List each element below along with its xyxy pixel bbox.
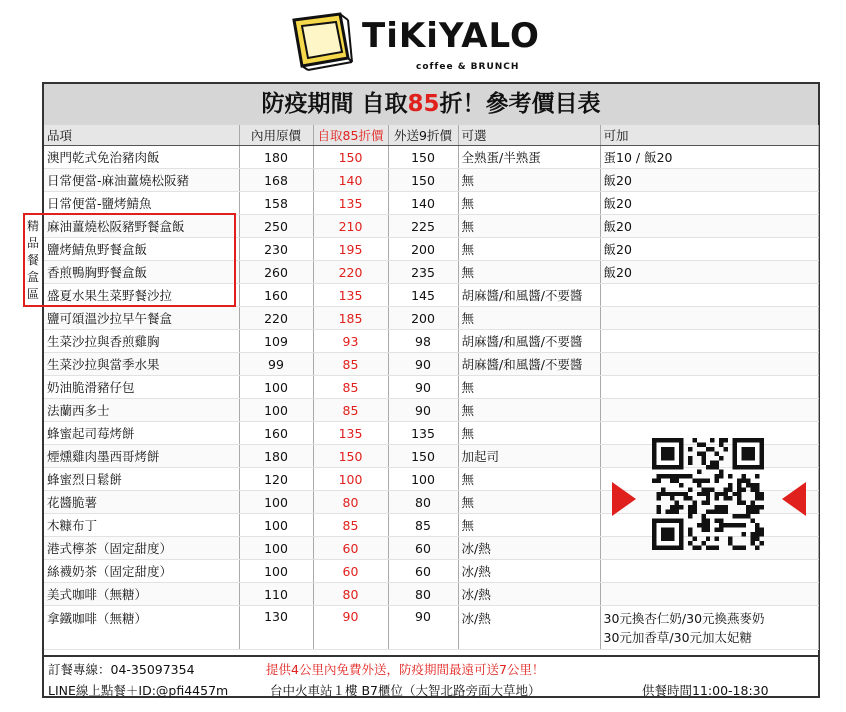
item-addon	[600, 307, 818, 330]
dine-in-price: 100	[239, 560, 313, 583]
dine-in-price: 168	[239, 169, 313, 192]
item-name: 美式咖啡（無糖）	[44, 583, 239, 606]
dine-in-price: 100	[239, 376, 313, 399]
header-pickup: 自取85折價	[313, 125, 388, 146]
pickup-price: 220	[313, 261, 388, 284]
pickup-price: 150	[313, 146, 388, 169]
item-addon	[600, 353, 818, 376]
side-label-char: 精	[26, 219, 39, 233]
side-label-char: 品	[26, 236, 39, 250]
side-label-char: 盒	[26, 270, 39, 284]
price-list-title	[44, 84, 818, 126]
item-addon: 飯20	[600, 238, 818, 261]
table-row	[44, 307, 818, 330]
header-delivery: 外送9折價	[388, 125, 458, 146]
delivery-price: 80	[388, 583, 458, 606]
delivery-price: 60	[388, 560, 458, 583]
brand-subtitle: coffee & BRUNCH	[416, 62, 520, 72]
dine-in-price: 120	[239, 468, 313, 491]
item-options: 胡麻醬/和風醬/不要醬	[458, 330, 600, 353]
item-name: 生菜沙拉與當季水果	[44, 353, 239, 376]
pickup-price: 85	[313, 399, 388, 422]
item-name: 蜂蜜烈日鬆餅	[44, 468, 239, 491]
box-logo-icon	[288, 12, 354, 72]
dine-in-price: 260	[239, 261, 313, 284]
pickup-price: 93	[313, 330, 388, 353]
item-name: 澳門乾式免治豬肉飯	[44, 146, 239, 169]
item-addon	[600, 376, 818, 399]
item-options: 胡麻醬/和風醬/不要醬	[458, 353, 600, 376]
delivery-price: 150	[388, 445, 458, 468]
item-options: 全熟蛋/半熟蛋	[458, 146, 600, 169]
side-label-char: 餐	[26, 253, 39, 267]
item-name: 木糠布丁	[44, 514, 239, 537]
dine-in-price: 160	[239, 284, 313, 307]
item-addon: 飯20	[600, 261, 818, 284]
dine-in-price: 180	[239, 146, 313, 169]
item-options: 無	[458, 422, 600, 445]
item-addon: 飯20	[600, 169, 818, 192]
item-name: 煙燻雞肉墨西哥烤餅	[44, 445, 239, 468]
item-options: 冰/熱	[458, 560, 600, 583]
item-name: 絲襪奶茶（固定甜度）	[44, 560, 239, 583]
item-options: 冰/熱	[458, 583, 600, 606]
item-options: 無	[458, 491, 600, 514]
latte-extra-option: 30元換杏仁奶/30元換燕麥奶	[603, 611, 765, 626]
delivery-price: 200	[388, 238, 458, 261]
item-name: 香煎鴨胸野餐盒飯	[44, 261, 239, 284]
item-name: 蜂蜜起司莓烤餅	[44, 422, 239, 445]
item-options: 冰/熱	[458, 537, 600, 560]
item-addon: 飯20	[600, 215, 818, 238]
dine-in-price: 180	[239, 445, 313, 468]
item-name: 法蘭西多士	[44, 399, 239, 422]
delivery-price: 200	[388, 307, 458, 330]
footer-phone: 訂餐專線：04-35097354	[48, 662, 195, 677]
delivery-price: 85	[388, 514, 458, 537]
item-options: 無	[458, 514, 600, 537]
table-row	[44, 376, 818, 399]
pickup-price: 80	[313, 583, 388, 606]
dine-in-price: 110	[239, 583, 313, 606]
delivery-price: 150	[388, 169, 458, 192]
header-dine-in: 內用原價	[239, 125, 313, 146]
dine-in-price: 100	[239, 491, 313, 514]
pickup-price: 210	[313, 215, 388, 238]
item-options: 加起司	[458, 445, 600, 468]
delivery-price: 90	[388, 376, 458, 399]
item-options: 無	[458, 192, 600, 215]
item-name: 奶油脆滑豬仔包	[44, 376, 239, 399]
item-name: 麻油薑燒松阪豬野餐盒飯	[44, 215, 239, 238]
price-table	[44, 125, 819, 650]
footer-address: 台中火車站１樓 B7櫃位（大智北路旁面大草地）	[270, 683, 541, 698]
delivery-price: 80	[388, 491, 458, 514]
item-options: 無	[458, 307, 600, 330]
delivery-price: 90	[388, 353, 458, 376]
pickup-price: 60	[313, 537, 388, 560]
pickup-price: 85	[313, 353, 388, 376]
pickup-price: 195	[313, 238, 388, 261]
premium-box-highlight	[23, 213, 236, 307]
item-name: 盛夏水果生菜野餐沙拉	[44, 284, 239, 307]
item-options: 無	[458, 399, 600, 422]
footer-line-id: LINE線上點餐＋ID:@pfi4457m	[48, 683, 229, 698]
item-options: 無	[458, 261, 600, 284]
pickup-price: 85	[313, 514, 388, 537]
header-options: 可選	[458, 125, 600, 146]
delivery-price: 235	[388, 261, 458, 284]
table-row	[44, 192, 818, 215]
item-name: 日常便當-麻油薑燒松阪豬	[44, 169, 239, 192]
item-addon	[600, 284, 818, 307]
item-options: 胡麻醬/和風醬/不要醬	[458, 284, 600, 307]
dine-in-price: 220	[239, 307, 313, 330]
dine-in-price: 160	[239, 422, 313, 445]
dine-in-price: 100	[239, 399, 313, 422]
dine-in-price: 130	[239, 606, 313, 650]
item-name: 港式檸茶（固定甜度）	[44, 537, 239, 560]
footer-delivery-promo: 提供4公里內免費外送，防疫期間最遠可送7公里！	[266, 662, 545, 677]
item-addon	[600, 560, 818, 583]
table-row	[44, 560, 818, 583]
delivery-price: 90	[388, 399, 458, 422]
item-options: 無	[458, 169, 600, 192]
dine-in-price: 99	[239, 353, 313, 376]
delivery-price: 225	[388, 215, 458, 238]
pickup-price: 90	[313, 606, 388, 650]
line-qr-code[interactable]	[652, 438, 764, 550]
arrow-right-icon	[612, 482, 636, 516]
premium-box-label	[24, 218, 42, 303]
item-addon: 飯20	[600, 192, 818, 215]
dine-in-price: 100	[239, 514, 313, 537]
table-header-row	[44, 125, 818, 146]
table-row	[44, 330, 818, 353]
price-list-frame	[42, 82, 820, 698]
item-name: 鹽烤鯖魚野餐盒飯	[44, 238, 239, 261]
brand-logo	[288, 12, 540, 74]
footer	[44, 655, 818, 700]
table-row	[44, 146, 818, 169]
dine-in-price: 109	[239, 330, 313, 353]
footer-hours: 供餐時間11:00-18:30	[642, 683, 769, 698]
pickup-price: 100	[313, 468, 388, 491]
pickup-price: 135	[313, 192, 388, 215]
item-name: 日常便當-鹽烤鯖魚	[44, 192, 239, 215]
delivery-price: 90	[388, 606, 458, 650]
header-item: 品項	[44, 125, 239, 146]
pickup-price: 135	[313, 284, 388, 307]
item-addon	[600, 583, 818, 606]
item-addon	[600, 330, 818, 353]
dine-in-price: 158	[239, 192, 313, 215]
latte-extras	[600, 606, 818, 650]
brand-name: TiKiYALO	[362, 16, 540, 56]
title-discount: 85	[407, 91, 440, 117]
pickup-price: 85	[313, 376, 388, 399]
item-options: 無	[458, 215, 600, 238]
item-name: 鹽可頌溫沙拉早午餐盒	[44, 307, 239, 330]
delivery-price: 150	[388, 146, 458, 169]
dine-in-price: 230	[239, 238, 313, 261]
pickup-price: 135	[313, 422, 388, 445]
item-options: 無	[458, 376, 600, 399]
item-options: 無	[458, 468, 600, 491]
pickup-price: 80	[313, 491, 388, 514]
table-row	[44, 583, 818, 606]
table-row	[44, 399, 818, 422]
delivery-price: 145	[388, 284, 458, 307]
arrow-left-icon	[782, 482, 806, 516]
title-suffix: 折！參考價目表	[439, 91, 601, 117]
table-row	[44, 169, 818, 192]
item-name: 拿鐵咖啡（無糖）	[44, 606, 239, 650]
delivery-price: 140	[388, 192, 458, 215]
header-addons: 可加	[600, 125, 818, 146]
pickup-price: 140	[313, 169, 388, 192]
pickup-price: 150	[313, 445, 388, 468]
item-addon: 蛋10 / 飯20	[600, 146, 818, 169]
dine-in-price: 250	[239, 215, 313, 238]
table-row	[44, 606, 818, 650]
item-addon	[600, 399, 818, 422]
delivery-price: 135	[388, 422, 458, 445]
item-options: 無	[458, 238, 600, 261]
pickup-price: 185	[313, 307, 388, 330]
table-row	[44, 353, 818, 376]
title-prefix: 防疫期間 自取	[261, 91, 408, 117]
item-options: 冰/熱	[458, 606, 600, 650]
side-label-char: 區	[26, 287, 39, 301]
item-name: 花醬脆薯	[44, 491, 239, 514]
pickup-price: 60	[313, 560, 388, 583]
delivery-price: 100	[388, 468, 458, 491]
item-name: 生菜沙拉與香煎雞胸	[44, 330, 239, 353]
delivery-price: 60	[388, 537, 458, 560]
dine-in-price: 100	[239, 537, 313, 560]
delivery-price: 98	[388, 330, 458, 353]
latte-extra-option: 30元加香草/30元加太妃糖	[603, 630, 753, 645]
